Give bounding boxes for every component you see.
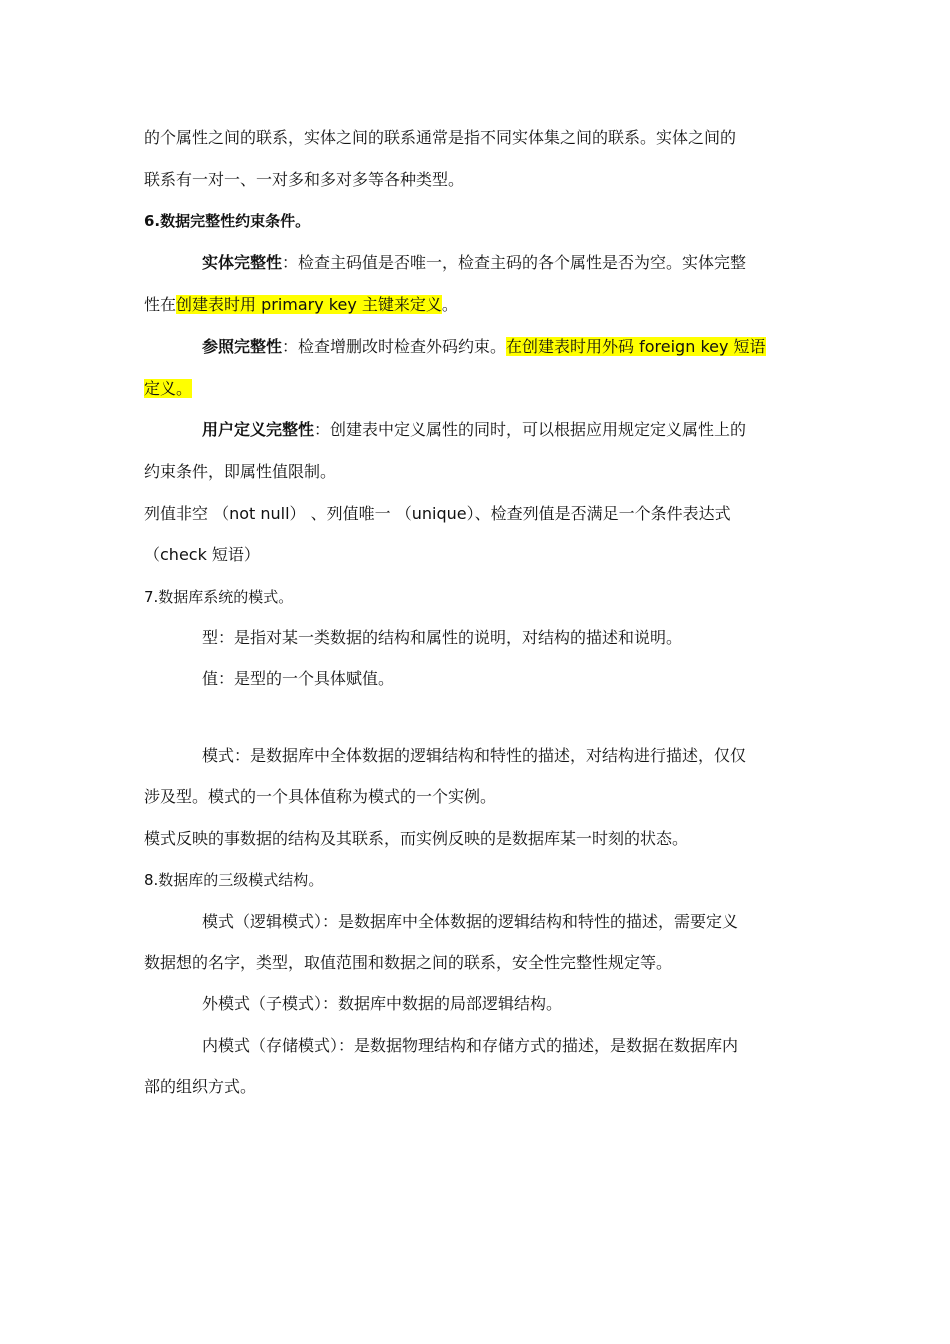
paragraph-line: 的个属性之间的联系，实体之间的联系通常是指不同实体集之间的联系。实体之间的 (144, 128, 737, 147)
paragraph-line: （check 短语） (144, 545, 260, 564)
paragraph-line: 列值非空 （not null） 、列值唯一 （unique）、检查列值是否满足一个条件表达式 (144, 504, 731, 523)
section-heading-6: 6.数据完整性约束条件。 (144, 212, 311, 230)
term-user-defined-integrity: 用户定义完整性 (202, 420, 315, 439)
paragraph-line: 模式反映的事数据的结构及其联系，而实例反映的是数据库某一时刻的状态。 (144, 829, 689, 848)
paragraph-text: ：检查主码值是否唯一，检查主码的各个属性是否为空。实体完整 (282, 253, 747, 272)
paragraph-line: 联系有一对一、一对多和多对多等各种类型。 (144, 170, 465, 189)
highlighted-text: 创建表时用 primary key 主键来定义 (176, 295, 442, 314)
referential-integrity-line-2 (144, 378, 192, 400)
paragraph-text: ：检查增删改时检查外码约束。 (282, 337, 507, 356)
paragraph-line: 模式：是数据库中全体数据的逻辑结构和特性的描述，对结构进行描述，仅仅 (202, 746, 747, 765)
user-integrity-line (202, 419, 746, 441)
paragraph-line: 约束条件，即属性值限制。 (144, 462, 337, 481)
highlighted-text: 在创建表时用外码 foreign key 短语 (506, 337, 766, 356)
entity-integrity-line (202, 252, 746, 274)
paragraph-text: 。 (441, 295, 458, 314)
paragraph-line: 数据想的名字，类型，取值范围和数据之间的联系，安全性完整性规定等。 (144, 953, 673, 972)
term-referential-integrity: 参照完整性 (202, 337, 283, 356)
paragraph-line: 型：是指对某一类数据的结构和属性的说明，对结构的描述和说明。 (202, 628, 683, 647)
section-heading-8: 8.数据库的三级模式结构。 (144, 871, 324, 889)
section-heading-7: 7.数据库系统的模式。 (144, 588, 294, 606)
paragraph-text: 性在 (144, 295, 177, 314)
referential-integrity-line (202, 336, 766, 358)
paragraph-line: 值：是型的一个具体赋值。 (202, 669, 395, 688)
paragraph-line: 外模式（子模式）：数据库中数据的局部逻辑结构。 (202, 994, 563, 1013)
paragraph-line: 涉及型。模式的一个具体值称为模式的一个实例。 (144, 787, 497, 806)
highlighted-text: 定义。 (144, 379, 193, 398)
term-entity-integrity: 实体完整性 (202, 253, 283, 272)
paragraph-line: 模式（逻辑模式）：是数据库中全体数据的逻辑结构和特性的描述，需要定义 (202, 912, 739, 931)
paragraph-line: 内模式（存储模式）：是数据物理结构和存储方式的描述，是数据在数据库内 (202, 1036, 739, 1055)
paragraph-text: ：创建表中定义属性的同时，可以根据应用规定定义属性上的 (314, 420, 747, 439)
paragraph-line: 部的组织方式。 (144, 1077, 257, 1096)
entity-integrity-line-2 (144, 294, 458, 316)
